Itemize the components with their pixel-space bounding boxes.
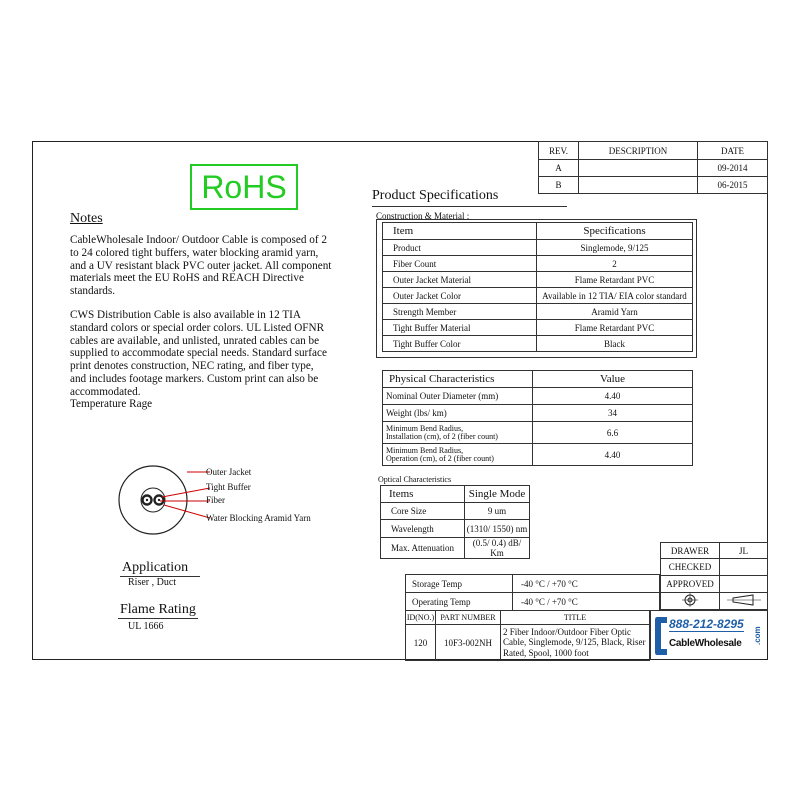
projection-cone-cell bbox=[720, 593, 768, 610]
spec-item: Tight Buffer Color bbox=[383, 336, 537, 352]
cablewholesale-c-icon bbox=[653, 615, 669, 657]
notes-paragraph: CWS Distribution Cable is also available in 12 TIA standard colors or special order colors. UL Listed OFNR cables are available, and unlisted, unrated cables can be supplied to accommodate special needs. Standard surface print denotes construction, NEC rating, and fiber type, and includes footage markers. Custom print can also be accommodated. bbox=[70, 309, 327, 398]
spec-item: Product bbox=[383, 240, 537, 256]
rohs-badge: RoHS bbox=[190, 164, 298, 210]
checked-label: CHECKED bbox=[661, 559, 720, 576]
logo-brand: CableWholesale bbox=[669, 638, 742, 649]
approved-label: APPROVED bbox=[661, 576, 720, 593]
flame-rating-title: Flame Rating bbox=[120, 602, 196, 617]
projection-cone-icon bbox=[727, 594, 761, 606]
physical-item-line2: Installation (cm), of 2 (fiber count) bbox=[386, 431, 498, 441]
spec-value: Black bbox=[537, 336, 693, 352]
title-underline bbox=[372, 206, 567, 207]
construction-label: Construction & Material : bbox=[376, 211, 470, 221]
fiber-core bbox=[158, 499, 160, 501]
product-specs-title: Product Specifications bbox=[372, 188, 499, 203]
logo-phone: 888-212-8295 bbox=[669, 617, 744, 631]
logo-cell bbox=[650, 610, 768, 660]
arrow-tight-buffer bbox=[162, 488, 210, 497]
spec-value: Flame Retardant PVC bbox=[537, 320, 693, 336]
items-header: Items bbox=[381, 486, 465, 503]
title-block bbox=[405, 610, 650, 661]
projection-circle-icon bbox=[682, 593, 698, 607]
revision-table bbox=[538, 141, 768, 194]
rev-cell: B bbox=[539, 177, 579, 194]
date-cell: 09-2014 bbox=[698, 160, 768, 177]
operating-temp-label: Operating Temp bbox=[406, 593, 513, 611]
physical-header: Physical Characteristics bbox=[383, 371, 533, 388]
optical-table bbox=[380, 485, 530, 559]
part-number-header: PART NUMBER bbox=[436, 611, 501, 625]
single-mode-header: Single Mode bbox=[465, 486, 530, 503]
physical-item bbox=[383, 444, 533, 466]
label-fiber: Fiber bbox=[206, 495, 225, 505]
value-header: Value bbox=[533, 371, 693, 388]
storage-temp-label: Storage Temp bbox=[406, 575, 513, 593]
rev-cell: A bbox=[539, 160, 579, 177]
notes-title: Notes bbox=[70, 211, 103, 226]
physical-item-line2: Operation (cm), of 2 (fiber count) bbox=[386, 453, 494, 463]
flame-rating-value: UL 1666 bbox=[128, 621, 164, 632]
optical-value: 9 um bbox=[465, 503, 530, 520]
aramid-circle bbox=[141, 488, 165, 512]
title-value: 2 Fiber Indoor/Outdoor Fiber Optic Cable, Singlemode, 9/125, Black, Riser Rated, Spool, 1000 foot bbox=[501, 625, 650, 661]
label-aramid-yarn: Water Blocking Aramid Yarn bbox=[206, 513, 311, 523]
spec-value: Flame Retardant PVC bbox=[537, 272, 693, 288]
date-cell: 06-2015 bbox=[698, 177, 768, 194]
flame-rating-underline bbox=[118, 618, 198, 619]
date-header: DATE bbox=[698, 142, 768, 160]
physical-item-text: Weight (lbs/ km) bbox=[386, 408, 447, 418]
physical-item bbox=[383, 388, 533, 405]
optical-item: Max. Attenuation bbox=[381, 538, 465, 559]
arrow-aramid bbox=[164, 505, 210, 518]
physical-item-line1: Minimum Bend Radius, bbox=[386, 445, 464, 455]
label-outer-jacket: Outer Jacket bbox=[206, 467, 252, 477]
description-cell bbox=[579, 160, 698, 177]
physical-value: 4.40 bbox=[533, 444, 693, 466]
application-title: Application bbox=[122, 560, 189, 575]
id-value: 120 bbox=[406, 625, 436, 661]
projection-symbol-cell bbox=[661, 593, 720, 610]
operating-temp-value: -40 °C / +70 °C bbox=[513, 593, 660, 611]
optical-label: Optical Characteristics bbox=[378, 475, 452, 484]
spec-item: Strength Member bbox=[383, 304, 537, 320]
spec-value: Aramid Yarn bbox=[537, 304, 693, 320]
construction-table bbox=[382, 222, 693, 352]
cable-cross-section bbox=[110, 460, 210, 550]
physical-item bbox=[383, 405, 533, 422]
physical-item bbox=[383, 422, 533, 444]
temperature-table bbox=[405, 574, 660, 611]
outer-jacket-circle bbox=[119, 466, 187, 534]
rev-header: REV. bbox=[539, 142, 579, 160]
item-header: Item bbox=[383, 223, 537, 240]
spec-value: Available in 12 TIA/ EIA color standard bbox=[537, 288, 693, 304]
approval-table bbox=[660, 542, 768, 610]
spec-item: Tight Buffer Material bbox=[383, 320, 537, 336]
spec-item: Outer Jacket Material bbox=[383, 272, 537, 288]
physical-table bbox=[382, 370, 693, 466]
drawer-value: JL bbox=[720, 543, 768, 559]
label-tight-buffer: Tight Buffer bbox=[206, 482, 251, 492]
storage-temp-value: -40 °C / +70 °C bbox=[513, 575, 660, 593]
optical-item: Core Size bbox=[381, 503, 465, 520]
id-header: ID(NO.) bbox=[406, 611, 436, 625]
logo-dotcom: .com bbox=[753, 626, 762, 645]
checked-value bbox=[720, 559, 768, 576]
approved-value bbox=[720, 576, 768, 593]
title-header: TITLE bbox=[501, 611, 650, 625]
optical-item: Wavelength bbox=[381, 520, 465, 538]
part-number-value: 10F3-002NH bbox=[436, 625, 501, 661]
notes-paragraph: Temperature Rage bbox=[70, 398, 153, 410]
physical-item-line1: Minimum Bend Radius, bbox=[386, 423, 464, 433]
optical-value: (0.5/ 0.4) dB/ Km bbox=[465, 538, 530, 559]
spec-value: Singlemode, 9/125 bbox=[537, 240, 693, 256]
physical-item-text: Nominal Outer Diameter (mm) bbox=[386, 391, 499, 401]
description-header: DESCRIPTION bbox=[579, 142, 698, 160]
physical-value: 34 bbox=[533, 405, 693, 422]
specifications-header: Specifications bbox=[537, 223, 693, 240]
drawer-label: DRAWER bbox=[661, 543, 720, 559]
notes-paragraph: CableWholesale Indoor/ Outdoor Cable is composed of 2 to 24 colored tight buffers, water blocking aramid yarn, and a UV resistant black PVC outer jacket. All component materials meet the EU RoHS and REACH Directive standards. bbox=[70, 234, 332, 298]
spec-value: 2 bbox=[537, 256, 693, 272]
optical-value: (1310/ 1550) nm bbox=[465, 520, 530, 538]
physical-value: 6.6 bbox=[533, 422, 693, 444]
fiber-core bbox=[146, 499, 148, 501]
spec-item: Fiber Count bbox=[383, 256, 537, 272]
physical-value: 4.40 bbox=[533, 388, 693, 405]
description-cell bbox=[579, 177, 698, 194]
spec-item: Outer Jacket Color bbox=[383, 288, 537, 304]
application-value: Riser , Duct bbox=[128, 577, 177, 588]
